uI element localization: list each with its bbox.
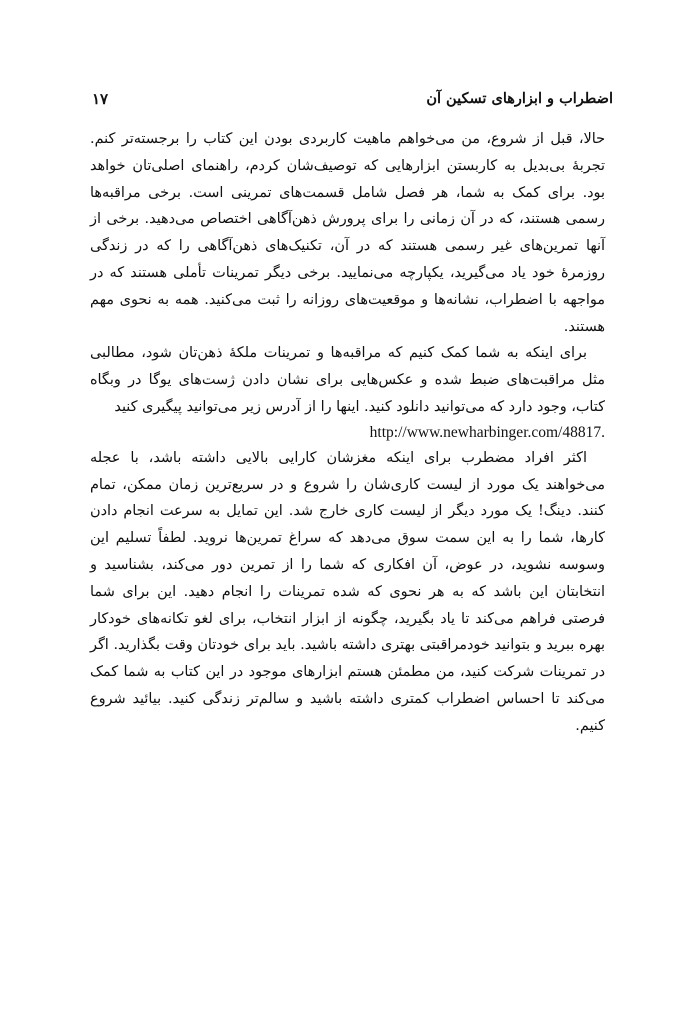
paragraph-practice: اکثر افراد مضطرب برای اینکه مغزشان کارایی بالایی داشته باشد، با عجله می‌خواهند یک مورد از لیست کاری‌شان را شروع و در سریع‌ترین زمان ممکن، تمام کنند. دینگ! یک مورد دیگر از لیست کاری خارج شد. این تمایل به سرعت انجام دادن کارها، شما را به این سمت سوق می‌دهد که سراغ تمرین‌ها نروید. لطفاً تسلیم این وسوسه نشوید، در عوض، آن افکاری که شما را از تمرین دور می‌کند، بشناسید و انتخابتان این باشد که به هر نحوی که شده تمرینات را انجام دهید. این برای شما فرصتی فراهم می‌کند تا یاد بگیرید، چگونه از ابزار انتخاب، برای لغو تکانه‌های خودکار بهره ببرید و بتوانید خودمراقبتی بهتری داشته باشید. باید برای خودتان وقت بگذارید. اگر در تمرینات شرکت کنید، من مطمئن هستم ابزارهای موجود در این کتاب به شما کمک می‌کند تا احساس اضطراب کمتری داشته باشید و سالم‌تر زندگی کنید. بیائید شروع کنیم.	[90, 449, 605, 734]
paragraph-resources: برای اینکه به شما کمک کنیم که مراقبه‌ها و تمرینات ملکهٔ ذهن‌تان شود، مطالبی مثل مراقبت‌های ضبط شده و عکس‌هایی برای نشان دادن ژست‌های یوگا در وبگاه کتاب، وجود دارد که می‌توانید دانلود کنید. اینها را از آدرس زیر می‌توانید پیگیری کنید	[90, 345, 605, 415]
running-header	[92, 90, 698, 114]
body-text	[90, 126, 605, 740]
resource-url: http://www.newharbinger.com/48817.	[369, 423, 605, 441]
page-number: ۱۷	[92, 90, 109, 108]
paragraph-intro: حالا، قبل از شروع، من می‌خواهم ماهیت کاربردی بودن این کتاب را برجسته‌تر کنم. تجربهٔ بی‌بدیل به کاربستن ابزارهایی که توصیف‌شان کردم، راهنمای اصلی‌تان خواهد بود. برای کمک به شما، هر فصل شامل قسمت‌های تمرینی است. برخی مراقبه‌ها رسمی هستند، که در آن زمانی را برای پرورش ذهن‌آگاهی اختصاص می‌دهید. برخی از آنها تمرین‌های غیر رسمی هستند که در آن، تکنیک‌های ذهن‌آگاهی را که در زندگی روزمرهٔ خود یاد می‌گیرید، یکپارچه می‌نمایید. برخی دیگر تمرینات تأملی هستند که در مواجهه با اضطراب، نشانه‌ها و موقعیت‌های روزانه را ثبت می‌کنید. همه به نحوی مهم هستند.	[90, 131, 605, 335]
running-header-title: اضطراب و ابزارهای تسکین آن	[426, 90, 613, 107]
